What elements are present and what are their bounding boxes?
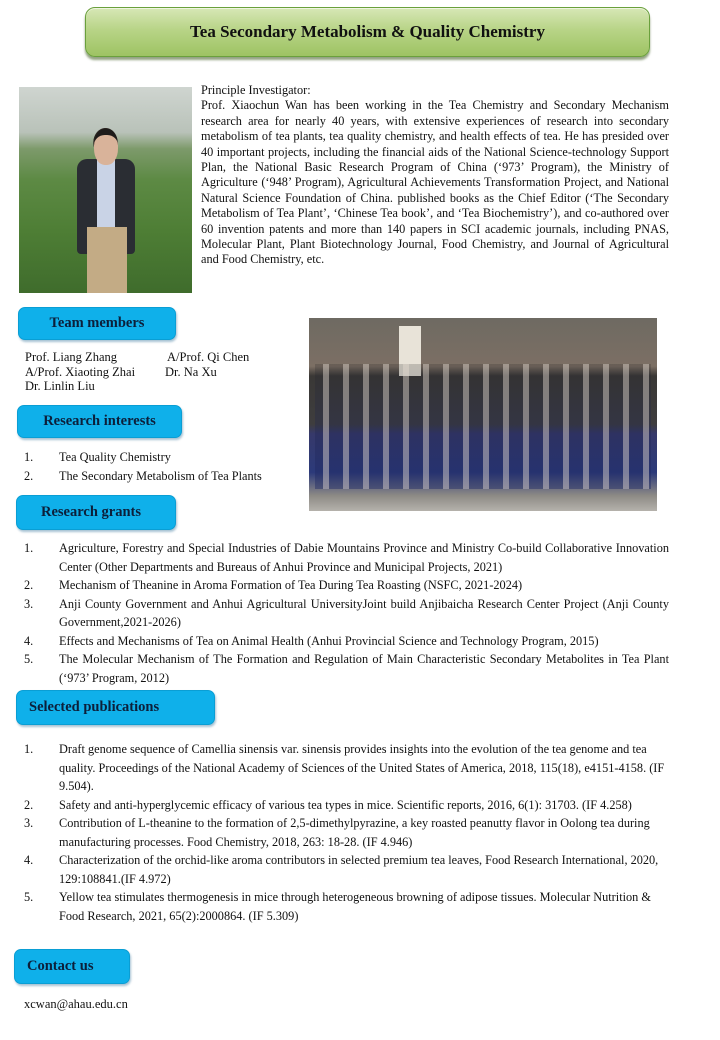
selected-publications-heading: Selected publications bbox=[16, 690, 215, 725]
team-member: A/Prof. Xiaoting Zhai bbox=[25, 364, 136, 379]
list-item: 5. Yellow tea stimulates thermogenesis in mice through heterogeneous browning of adipose tissues. Molecular Nutrition & Food Research, 2021, 65(2):2000864. (IF 5.309) bbox=[24, 890, 651, 923]
page-title: Tea Secondary Metabolism & Quality Chemistry bbox=[190, 22, 545, 41]
pi-bio bbox=[201, 83, 669, 268]
contact-email-link[interactable]: xcwan@ahau.edu.cn bbox=[24, 997, 128, 1011]
list-item: 2. The Secondary Metabolism of Tea Plants bbox=[24, 468, 262, 483]
page-title-banner bbox=[85, 7, 650, 57]
team-member: Dr. Na Xu bbox=[165, 364, 217, 379]
team-member: Dr. Linlin Liu bbox=[25, 379, 95, 393]
team-member-list bbox=[25, 350, 295, 394]
list-item: 4. Characterization of the orchid-like aroma contributors in selected premium tea leaves, Food Research International, 2020, 129:108841.(IF 4.972) bbox=[24, 853, 659, 886]
list-item: 1. Draft genome sequence of Camellia sinensis var. sinensis provides insights into the evolution of the tea genome and tea quality. Proceedings of the National Academy of Sciences of the United States of America, 2018, 115(18), e4151-4158. (IF 9.504). bbox=[24, 742, 665, 793]
research-grants-heading: Research grants bbox=[16, 495, 176, 530]
list-item: 3. Contribution of L-theanine to the formation of 2,5-dimethylpyrazine, a key roasted peanutty flavor in Oolong tea during manufacturing processes. Food Chemistry, 2018, 263: 18-28. (IF 4.946) bbox=[24, 816, 650, 849]
research-interests-heading: Research interests bbox=[17, 405, 182, 438]
list-item: 5. The Molecular Mechanism of The Formation and Regulation of Main Characteristic Secondary Metabolites in Tea Plant (‘973’ Program, 2012) bbox=[24, 652, 669, 685]
group-photo bbox=[309, 318, 657, 511]
list-item: 2. Safety and anti-hyperglycemic efficacy of various tea types in mice. Scientific reports, 2016, 6(1): 31703. (IF 4.258) bbox=[24, 797, 632, 812]
publications-list bbox=[24, 740, 669, 925]
team-members-heading: Team members bbox=[18, 307, 176, 340]
pi-bio-text: Prof. Xiaochun Wan has been working in the Tea Chemistry and Secondary Mechanism research area for nearly 40 years, with extensive experiences of research into secondary metabolism of tea plants, tea quality chemistry, and health effects of tea. He has presided over 40 important projects, including the financial aids of the National Science-technology Support Plan, the National Basic Research Program of China (‘973’ Program), the Ministry of Agriculture (‘948’ Program), Agricultural Achievements Transformation Project, and National Natural Science Foundation of China. published books as the Chief Editor (‘The Secondary Metabolism of Tea Plant’, ‘Chinese Tea book’, and ‘Tea Biochemistry’), and co-authored over 60 invention patents and more than 140 papers in SCI academic journals, including PNAS, Molecular Plant, Plant Biotechnology Journal, Food Chemistry, and Journal of Agricultural and Food Chemistry, etc. bbox=[201, 98, 669, 267]
research-interests-list bbox=[24, 448, 314, 485]
team-member: A/Prof. Qi Chen bbox=[167, 350, 250, 364]
pi-label: Principle Investigator: bbox=[201, 83, 311, 97]
list-item: 1. Tea Quality Chemistry bbox=[24, 450, 171, 464]
list-item: 4. Effects and Mechanisms of Tea on Animal Health (Anhui Provincial Science and Technology Program, 2015) bbox=[24, 633, 599, 648]
pi-portrait-photo bbox=[19, 87, 192, 293]
research-grants-list bbox=[24, 539, 669, 687]
list-item: 2. Mechanism of Theanine in Aroma Formation of Tea During Tea Roasting (NSFC, 2021-2024) bbox=[24, 578, 523, 592]
list-item: 1. Agriculture, Forestry and Special Industries of Dabie Mountains Province and Ministry Co-build Collaborative Innovation Center (Other Departments and Bureaus of Anhui Province and Municipal Projects, 2021) bbox=[24, 541, 669, 574]
team-member: Prof. Liang Zhang bbox=[25, 350, 117, 364]
list-item: 3. Anji County Government and Anhui Agricultural UniversityJoint build Anjibaicha Research Center Project (Anji County Government,2021-2026) bbox=[24, 596, 669, 629]
contact-us-heading: Contact us bbox=[14, 949, 130, 984]
